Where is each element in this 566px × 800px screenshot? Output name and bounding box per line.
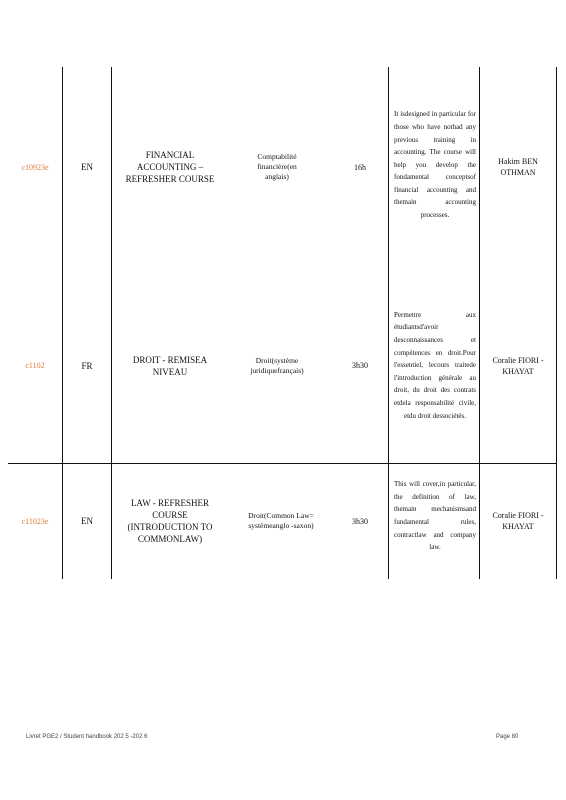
course-french-title: Comptabilité financière(en anglais)	[257, 152, 297, 181]
column-divider	[388, 67, 389, 579]
column-divider	[556, 67, 557, 579]
course-description: This will cover,in particular, the definition of law, themain mechanismsand fundamental rules, contractlaw and company law.	[394, 480, 476, 552]
course-teacher: Hakim BEN OTHMAN	[498, 157, 538, 177]
course-teacher: Coralie FIORI - KHAYAT	[492, 355, 544, 376]
column-divider	[479, 67, 480, 579]
course-title: LAW - REFRESHER COURSE (INTRODUCTION TO COMMONLAW)	[127, 498, 213, 544]
course-language: EN	[81, 162, 93, 172]
column-divider	[111, 67, 112, 579]
course-hours: 3h30	[352, 361, 368, 370]
course-hours: 3h30	[352, 516, 368, 526]
course-code: c11023e	[21, 516, 49, 526]
course-language: EN	[81, 516, 93, 526]
footer-handbook-label: Livret PGE2 / Student handbook 202 5 -202 6	[26, 734, 148, 740]
course-language: FR	[81, 360, 93, 371]
course-title: DROIT - REMISEA NIVEAU	[132, 354, 208, 377]
course-french-title: Droit(système juridiquefrançais)	[250, 355, 304, 375]
course-description: It isdesigned in particular for those who have nothad any previous training in accounting. The course will help you develop the fondamental conceptsof financial accounting and themain accounting processes.	[394, 110, 476, 220]
footer-page-number: Page 80	[496, 734, 519, 740]
course-title: FINANCIAL ACCOUNTING – REFRESHER COURSE	[125, 150, 215, 184]
course-teacher: Coralie FIORI - KHAYAT	[492, 511, 544, 531]
course-description: Permettre aux étudiantsd'avoir desconnaissances et compétences en droit.Pour l'essentiel, lecours traitede l'introduction générale au droit, du droit des contrats etdela responsabilité civile, etdu droit dessociétés.	[394, 310, 476, 420]
course-code: c1102	[25, 361, 45, 370]
course-french-title: Droit(Common Law= systèmeanglo -saxon)	[248, 511, 314, 530]
course-hours: 16h	[354, 162, 366, 172]
course-code: c10923e	[21, 162, 49, 172]
